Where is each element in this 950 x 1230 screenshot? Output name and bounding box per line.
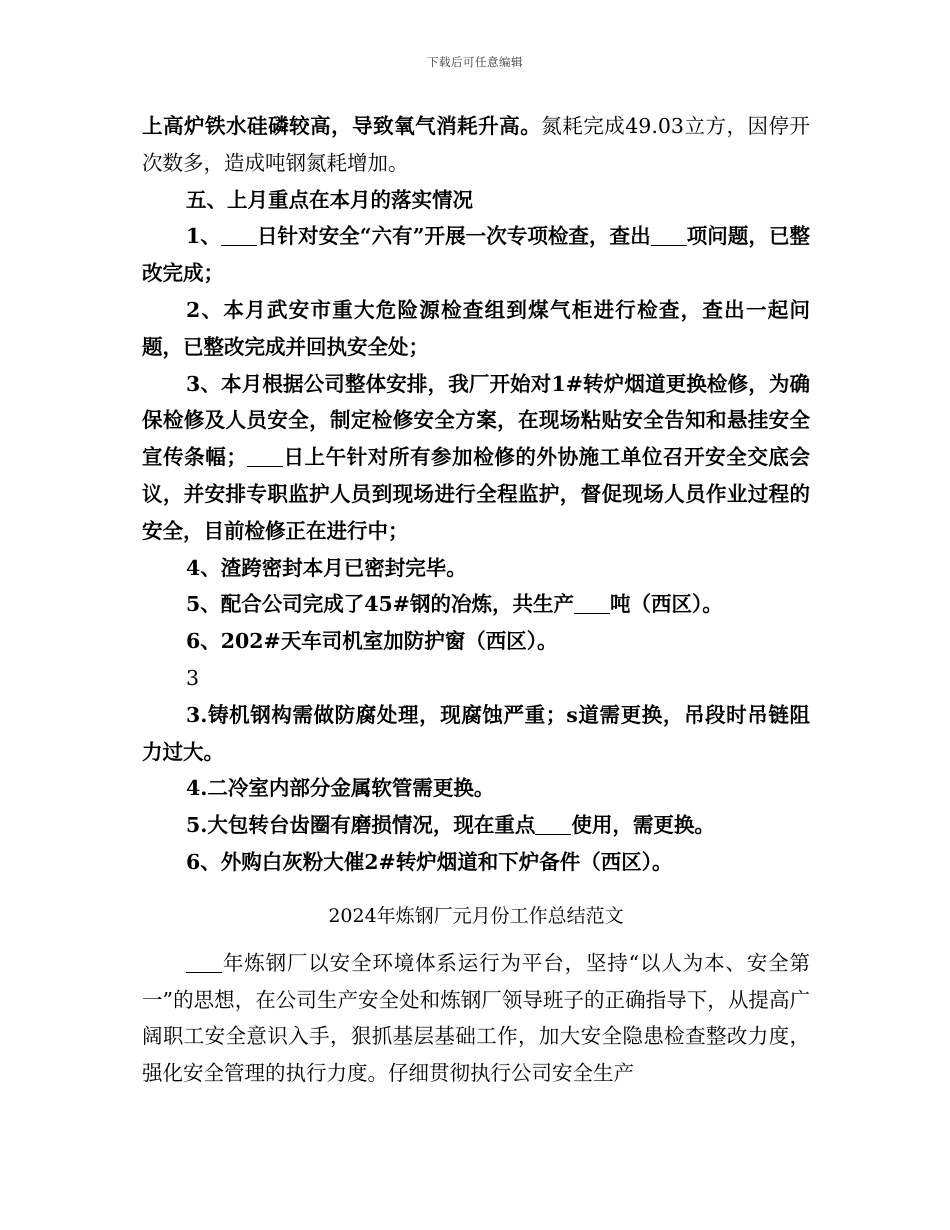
blank-line <box>574 595 610 614</box>
item-text: 5.大包转台齿圈有磨损情况，现在重点 <box>186 813 536 838</box>
issue-item-6: 6、外购白灰粉大催2#转炉烟道和下炉备件（西区）。 <box>186 849 673 874</box>
list-item-5 <box>142 586 810 623</box>
page-header: 下载后可任意编辑 <box>427 55 523 69</box>
item-text: 3、本月根据公司整体安排，我厂开始对1#转炉烟道更换检修，为确保检修及人员安全，制定检修安全方案，在现场粘贴安全告知和悬挂安全宣传条幅； <box>142 371 810 470</box>
blank-line <box>186 954 222 973</box>
item-text: 5、配合公司完成了45#钢的冶炼，共生产 <box>186 592 574 617</box>
item-text: 使用，需更换。 <box>571 813 715 838</box>
issue-item-3: 3.铸机钢构需做防腐处理，现腐蚀严重；s道需更换，吊段时吊链阻力过大。 <box>142 702 810 764</box>
blank-line <box>247 448 283 467</box>
page-number-text: 3 <box>186 665 200 690</box>
paragraph-text: 年炼钢厂以安全环境体系运行为平台，坚持“以人为本、安全第一”的思想，在公司生产安全处和炼钢厂领导班子的正确指导下，从提高广阔职工安全意识入手，狠抓基层基础工作，加大安全隐患检查整改力度，强化安全管理的执行力度。仔细贯彻执行公司安全生产 <box>142 950 810 1086</box>
item-text: 日针对安全“六有”开展一次专项检查，查出 <box>256 224 651 249</box>
list-item-6: 6、202#天车司机室加防护窗（西区）。 <box>186 629 558 654</box>
blank-line <box>535 816 571 835</box>
bold-text: 上高炉铁水硅磷较高，导致氧气消耗升高。 <box>142 114 542 138</box>
section-heading-5: 五、上月重点在本月的落实情况 <box>186 187 473 212</box>
list-item-3 <box>142 366 810 550</box>
document-title: 2024年炼钢厂元月份工作总结范文 <box>328 904 624 927</box>
list-item-4: 4、渣跨密封本月已密封完毕。 <box>186 555 467 580</box>
normal-text: 氮耗完成49.03立方，因停开次数多，造成吨钢氮耗增加。 <box>142 114 811 175</box>
item-number: 1、 <box>186 224 221 249</box>
body-paragraph <box>142 945 810 1092</box>
item-text: 吨（西区）。 <box>609 592 723 617</box>
list-item-1 <box>142 218 810 292</box>
list-item-2: 2、本月武安市重大危险源检查组到煤气柜进行检查，查出一起问题，已整改完成并回执安全处； <box>142 297 810 359</box>
blank-line <box>651 227 687 246</box>
blank-line <box>221 227 257 246</box>
item-text: 项问题，已整改完成； <box>142 224 811 286</box>
item-text: 日上午针对所有参加检修的外协施工单位召开安全交底会议，并安排专职监护人员到现场进行全程监护，督促现场人员作业过程的安全，目前检修正在进行中； <box>142 445 811 543</box>
document-body <box>142 108 810 1092</box>
issue-item-4: 4.二冷室内部分金属软管需更换。 <box>186 776 495 801</box>
paragraph-consumption <box>142 108 810 182</box>
issue-item-5 <box>142 807 810 844</box>
